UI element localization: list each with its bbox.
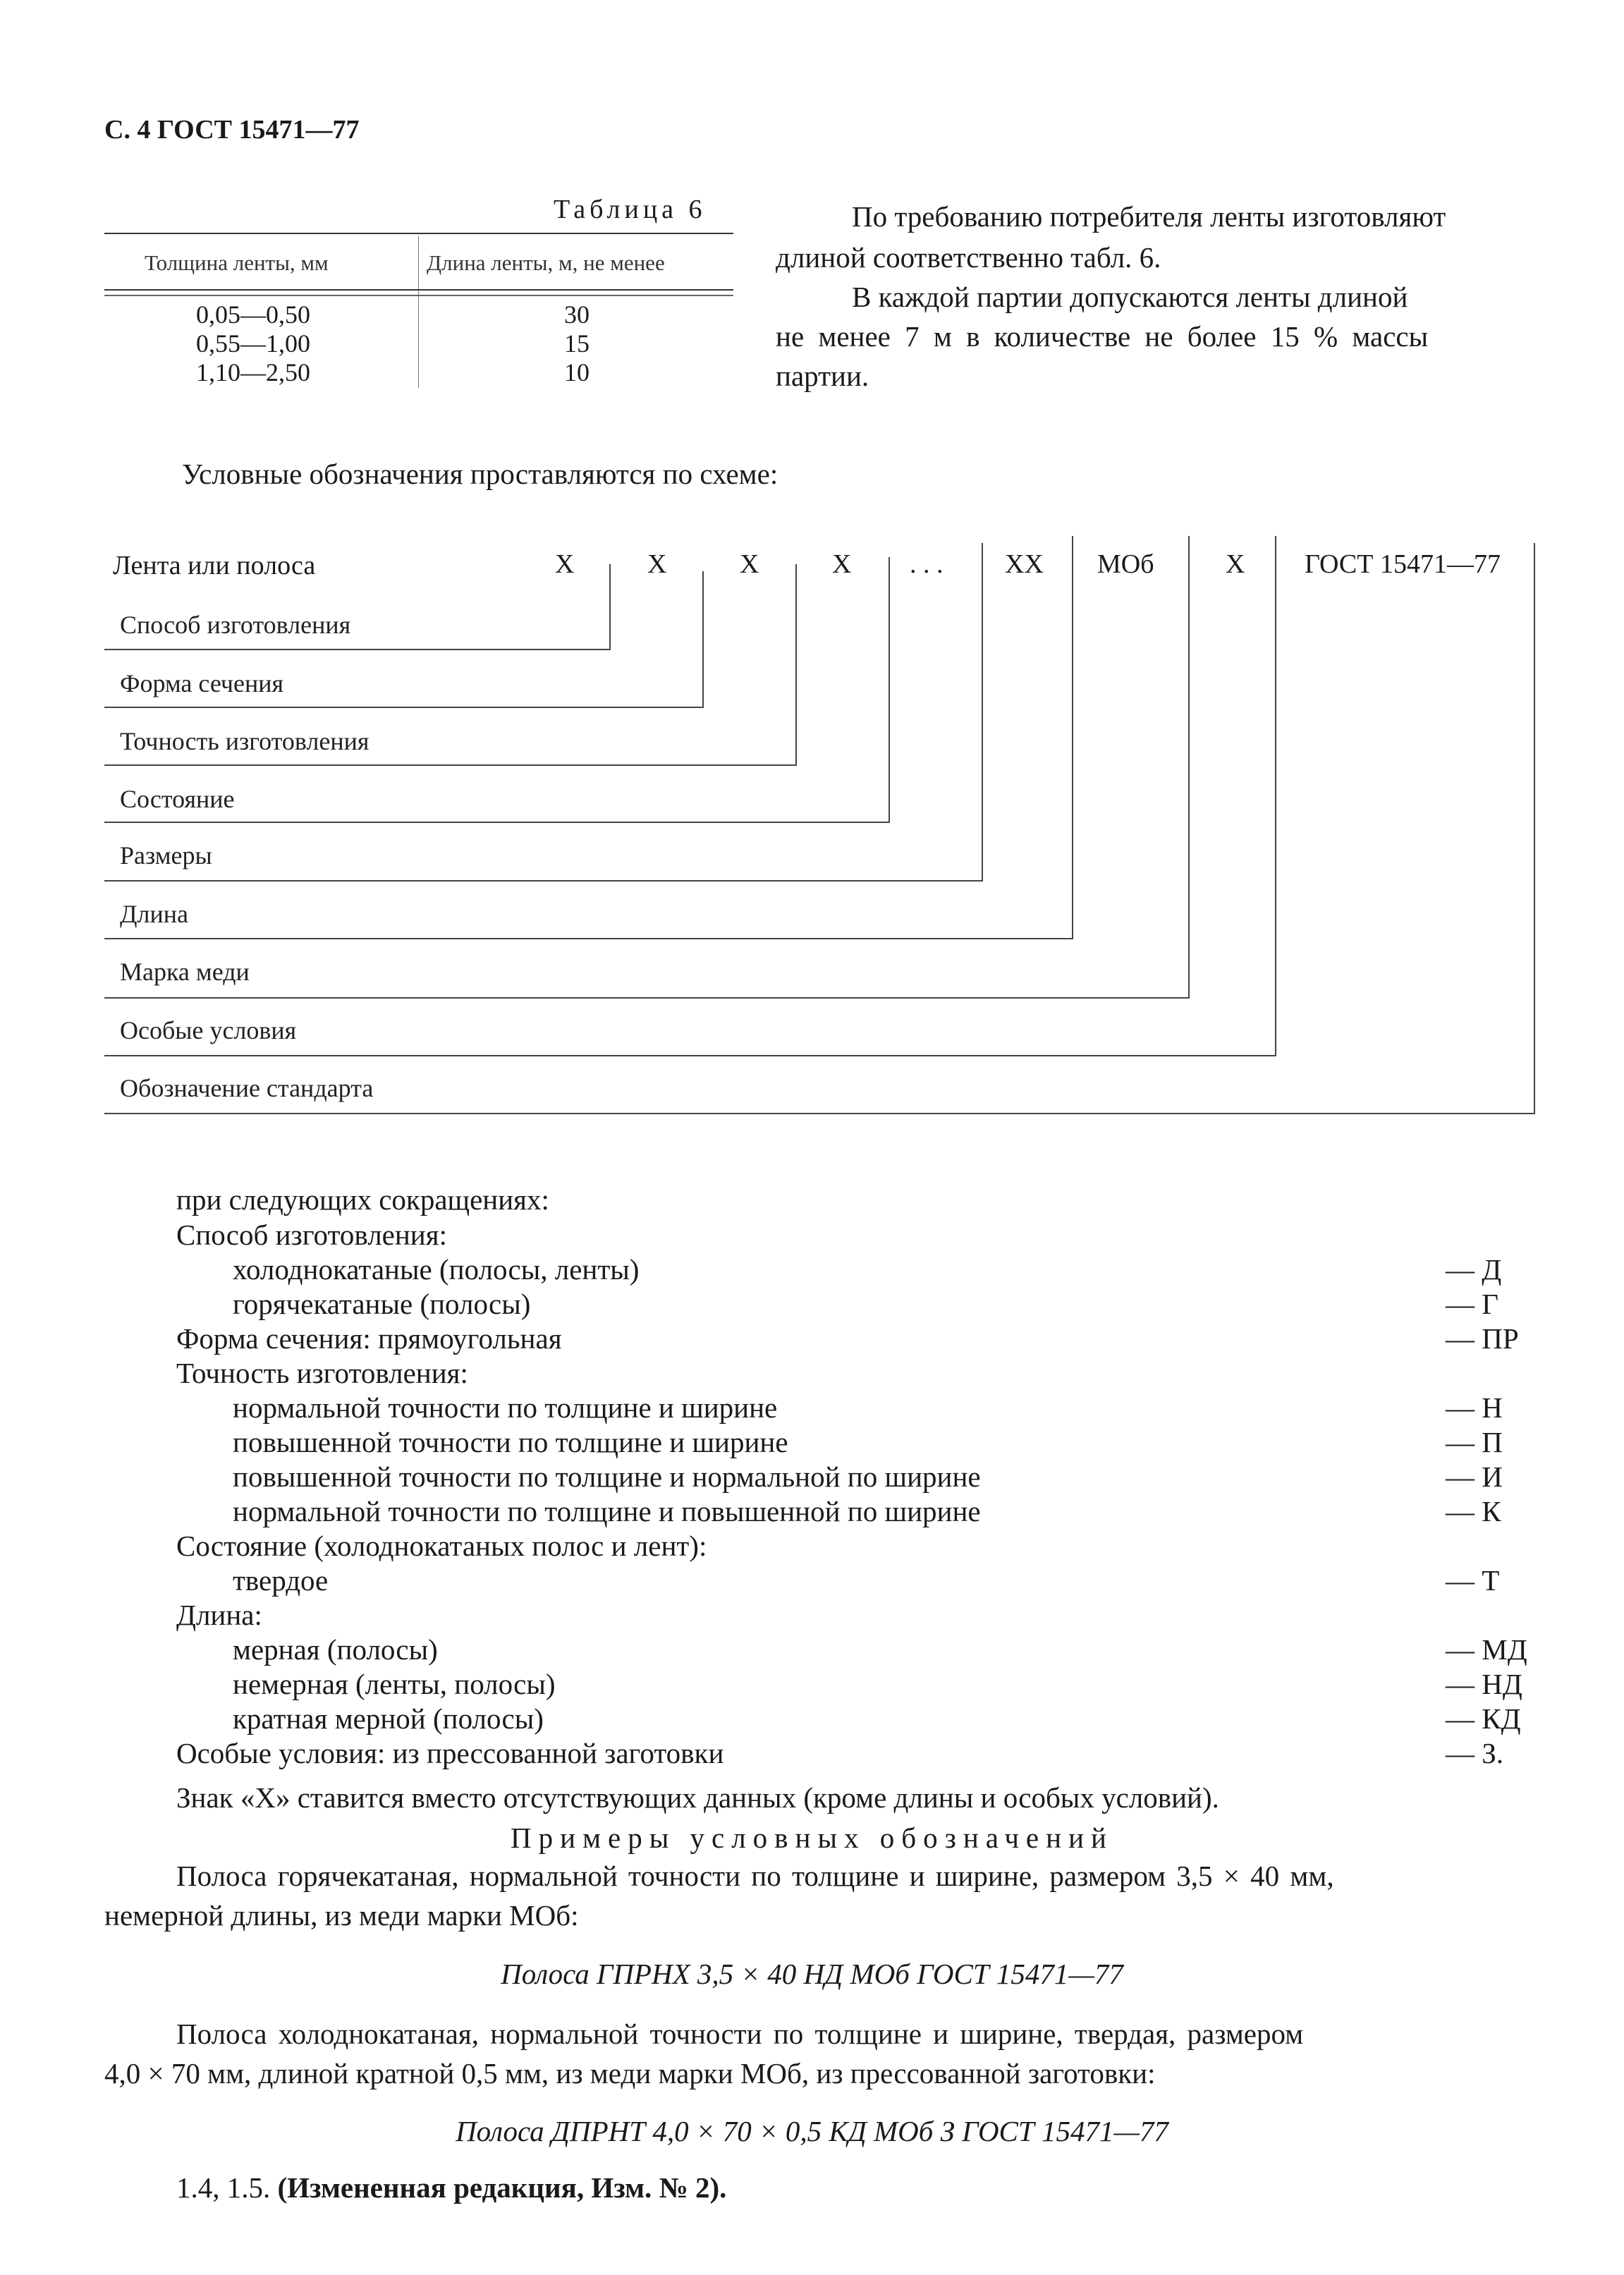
abbrev-item-text: горячекатаные (полосы) [233,1288,531,1320]
abbrev-item-text: нормальной точности по толщине и повышенной по ширине [233,1495,981,1527]
abbrev-item-text: немерная (ленты, полосы) [233,1668,556,1700]
abbrev-intro: при следующих сокращениях: [176,1183,549,1216]
abbrev-item-text: Точность изготовления: [176,1357,468,1389]
scheme-code-1: Х [555,549,575,579]
table-cell: 0,55—1,00 [196,329,310,358]
abbrev-item-code: — И [1446,1460,1503,1493]
example-2-line-2: 4,0 × 70 мм, длиной кратной 0,5 мм, из меди марки МОб, из прессованной заготовки: [104,2057,1156,2090]
table-caption: Таблица 6 [554,195,707,224]
scheme-row: Марка меди [120,958,250,986]
table-header-thickness: Толщина ленты, мм [145,250,329,275]
abbrev-item-text: Форма сечения: прямоугольная [176,1322,562,1355]
example-1-line-2: немерной длины, из меди марки МОб: [104,1899,579,1932]
scheme-connector [1275,536,1276,1056]
abbrev-item-code: — Д [1446,1253,1502,1286]
scheme-row-rule [104,1055,1276,1056]
scheme-row: Форма сечения [120,669,284,697]
table-cell: 1,10—2,50 [196,358,310,386]
scheme-row-rule [104,764,797,766]
abbrev-item-text: Особые условия: из прессованной заготовки [176,1737,724,1769]
scheme-code-special: Х [1226,549,1245,579]
table-top-rule [104,233,733,234]
scheme-top-label: Лента или полоса [113,551,316,580]
scheme-connector [1072,536,1073,938]
scheme-row: Состояние [120,785,235,813]
scheme-code-grade: МОб [1097,549,1154,579]
footer-reference [176,2171,726,2204]
paragraph-request-l1: По требованию потребителя ленты изготовляют [852,200,1446,233]
table-cell: 0,05—0,50 [196,300,310,329]
scheme-row-rule [104,880,983,882]
scheme-intro: Условные обозначения проставляются по схеме: [182,458,779,490]
examples-title: Примеры условных обозначений [511,1822,1113,1854]
abbrev-item-text: Состояние (холоднокатаных полос и лент): [176,1530,707,1562]
abbrev-item-code: — МД [1446,1633,1527,1666]
abbrev-item-text: мерная (полосы) [233,1633,438,1666]
abbrev-item-code: — НД [1446,1668,1522,1700]
scheme-code-dims: ХХ [1005,549,1044,579]
abbrev-item-text: Способ изготовления: [176,1219,447,1251]
abbrev-item-text: Длина: [176,1599,262,1631]
table-column-divider [418,236,419,388]
scheme-row-rule [104,938,1073,939]
abbrev-item-code: — П [1446,1426,1503,1458]
abbrev-item-text: холоднокатаные (полосы, ленты) [233,1253,640,1286]
abbrev-item-code: — Н [1446,1391,1503,1424]
footer-amendment: (Измененная редакция, Изм. № 2). [277,2171,727,2204]
scheme-row: Способ изготовления [120,611,351,639]
abbrev-item-code: — Г [1446,1288,1498,1320]
paragraph-batch-l2: не менее 7 м в количестве не более 15 % массы [776,320,1429,353]
scheme-row-rule [104,649,611,650]
table-header-rule-double [104,295,733,296]
scheme-connector [609,564,611,649]
paragraph-batch-l3: партии. [776,360,869,392]
scheme-row-rule [104,1113,1535,1114]
footer-ref-number: 1.4, 1.5. [176,2171,271,2204]
scheme-row-rule [104,822,890,823]
page-header: С. 4 ГОСТ 15471—77 [104,115,360,145]
scheme-row: Размеры [120,841,212,870]
scheme-code-ellipsis: . . . [910,549,944,579]
scheme-code-3: Х [740,549,759,579]
example-1-designation: Полоса ГПРНХ 3,5 × 40 НД МОб ГОСТ 15471—77 [501,1958,1123,1990]
note-x: Знак «Х» ставится вместо отсутствующих данных (кроме длины и особых условий). [176,1781,1219,1814]
scheme-row: Точность изготовления [120,727,370,755]
example-1-line-1: Полоса горячекатаная, нормальной точности по толщине и ширине, размером 3,5 × 40 мм, [176,1860,1334,1892]
abbrev-item-text: нормальной точности по толщине и ширине [233,1391,778,1424]
abbrev-item-text: кратная мерной (полосы) [233,1702,544,1735]
table-header-rule [104,289,733,291]
example-2-designation: Полоса ДПРНТ 4,0 × 70 × 0,5 КД МОб З ГОСТ 15471—77 [456,2115,1168,2147]
scheme-row: Обозначение стандарта [120,1074,374,1102]
abbrev-item-code: — Т [1446,1564,1500,1597]
scheme-connector [889,557,890,822]
abbrev-item-text: твердое [233,1564,329,1597]
paragraph-request-l2: длиной соответственно табл. 6. [776,241,1161,274]
scheme-connector [702,571,704,707]
abbrev-item-code: — К [1446,1495,1501,1527]
scheme-connector [1534,543,1535,1114]
abbrev-item-code: — ПР [1446,1322,1519,1355]
scheme-connector [982,543,983,880]
abbrev-item-text: повышенной точности по толщине и нормальной по ширине [233,1460,981,1493]
example-2-line-1: Полоса холоднокатаная, нормальной точности по толщине и ширине, твердая, размером [176,2018,1304,2050]
abbrev-item-text: повышенной точности по толщине и ширине [233,1426,788,1458]
scheme-row-rule [104,997,1190,999]
scheme-row: Особые условия [120,1016,297,1044]
abbrev-item-code: — КД [1446,1702,1521,1735]
scheme-code-2: Х [647,549,667,579]
table-header-length: Длина ленты, м, не менее [427,250,665,275]
scheme-row-rule [104,707,704,708]
scheme-row: Длина [120,900,189,928]
scheme-connector [1188,536,1190,998]
table-cell: 10 [564,358,590,386]
scheme-code-4: Х [832,549,852,579]
scheme-code-standard: ГОСТ 15471—77 [1305,549,1501,579]
table-cell: 30 [564,300,590,329]
table-cell: 15 [564,329,590,358]
abbrev-item-code: — З. [1446,1737,1504,1769]
paragraph-batch-l1: В каждой партии допускаются ленты длиной [852,281,1408,313]
scheme-connector [795,564,797,765]
